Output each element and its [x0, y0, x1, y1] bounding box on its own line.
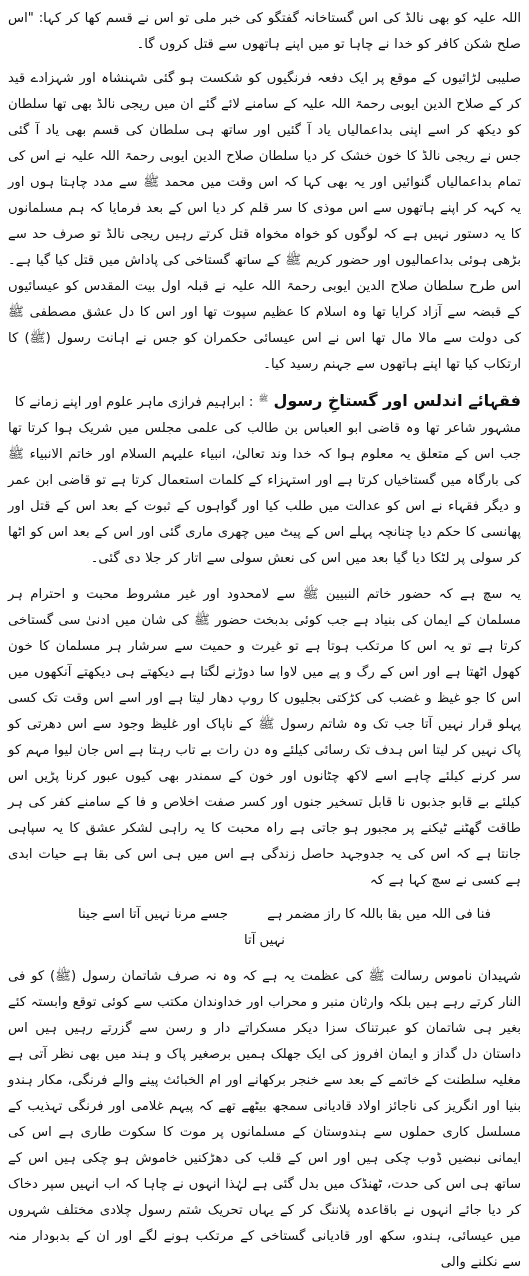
section-heading: فقہائے اندلس اور گستاخِ رسول: [273, 391, 521, 410]
section-intro: : ابراہیم فرازی ماہر علوم اور اپنے زمانے کا: [14, 395, 254, 410]
verse-second-half: جسے مرنا نہیں آتا اسے جینا: [78, 907, 228, 922]
paragraph-andalus: مشہور شاعر تھا وہ قاضی ابو العباس بن طالب کی علمی مجلس میں شریک ہوا کرتا تھا جب اس کے متعلق یہ معلوم ہوا کہ خدا وند تعالیٰ، انبیاء علیہم السلام اور خاتم الانبیاء ﷺ کی بارگاہ میں گستاخیاں کرتا ہے اور استہزاء کے کلمات استعمال کرتا ہے تو قاضی ابن عمر و دیگر فقہاء نے اس کو عدالت میں طلب کیا اور گواہوں کے ثبوت کے بعد اس کے قتل اور پھانسی کا حکم دیا چنانچہ پہلے اس کے پیٹ میں چھری ماری گئی اور اس کے بعد اس کو اٹھا کر سولی پر لٹکا دیا گیا بعد میں اس کی نعش سولی سے اتار کر جلا دی گئی۔: [8, 421, 521, 566]
honorific-mark: ﷺ: [258, 393, 269, 403]
paragraph-love-of-prophet: یہ سچ ہے کہ حضور خاتم النبیین ﷺ سے لامحدود اور غیر مشروط محبت و احترام ہر مسلمان کے ایمان کی بنیاد ہے جب کوئی بدبخت حضور ﷺ کی شان میں ادنیٰ سی گستاخی کرتا ہے تو یہ اس کا مرتکب ہوتا ہے تو غیرت و حمیت سے سرشار ہر مسلمان کا خون کھول اٹھتا ہے اور اس کے رگ و پے میں لاوا سا دوڑنے لگتا ہے دیکھتے ہی دیکھتے آنکھوں میں اس کا جو غیظ و غضب کی کڑکتی بجلیوں کا روپ دھار لیتا ہے اور اسے اس وقت تک کسی پہلو قرار نہیں آتا جب تک وہ شاتم رسول ﷺ کے ناپاک اور غلیظ وجود سے اس دھرتی کو پاک نہیں کر لیتا اس ہدف تک رسائی کیلئے وہ دن رات بے تاب رہتا ہے اس جان لیوا مہم کو سر کرنے کیلئے چاہے اسے لاکھ چٹانوں اور خون کے سمندر بھی کیوں عبور کرنا پڑیں اس کیلئے بے قابو جذبوں نا قابل تسخیر جنوں اور کسر صفت اخلاص و فا کے سامنے کفر کی ہر طاقت گھٹنے ٹیکنے پر مجبور ہو جاتی ہے راہ محبت کا یہ راہی لشکر عشق کا یہ سپاہی جانتا ہے کہ اس کی یہ جدوجہد حاصل زندگی ہے اس میں ہی اس کی بقا ہے حیات ابدی ہے کسی نے سچ کہا ہے کہ: [8, 587, 521, 888]
section-heading-line: [8, 388, 521, 416]
paragraph-opening: اللہ علیہ کو بھی نالڈ کی اس گستاخانہ گفتگو کی خبر ملی تو اس نے قسم کھا کر کہا: "اس صلح شکن کافر کو خدا نے چاہا تو میں اپنے ہاتھوں سے قتل کروں گا۔: [8, 11, 521, 52]
verse-first-half: فنا فی اللہ میں بقا باللہ کا راز مضمر ہے: [267, 907, 491, 922]
verse-continuation: نہیں آتا: [244, 933, 285, 948]
verse-line: [8, 902, 521, 928]
paragraph-salahuddin: صلیبی لڑائیوں کے موقع پر ایک دفعہ فرنگیوں کو شکست ہو گئی شہنشاہ اور شہزادے قید کر کے صلاح الدین ایوبی رحمۃ اللہ علیہ کے سامنے لائے گئے ان میں ریجی نالڈ بھی تھا سلطان کو دیکھ کر اسے اپنی بداعمالیاں یاد آ گئیں اور ساتھ ہی سلطان کی قسم بھی یاد آ گئی جس نے ریجی نالڈ کا خون خشک کر دیا سلطان صلاح الدین ایوبی رحمۃ اللہ علیہ نے اس کی تمام بداعمالیاں گنوائیں اور یہ بھی کہا کہ اس وقت میں محمد ﷺ سے مدد چاہتا ہوں اور یہ کہہ کر اپنے ہاتھوں سے اس موذی کا سر قلم کر دیا اس کے بعد فرمایا کہ ہم مسلمانوں کا یہ دستور نہیں ہے کہ لوگوں کو خواہ مخواہ قتل کرتے رہیں ریجی نالڈ تو صرف حد سے بڑھی ہوئی بداعمالیوں اور حضور کریم ﷺ کے ساتھ گستاخی کی پاداش میں قتل کیا گیا ہے۔ اس طرح سلطان صلاح الدین ایوبی رحمۃ اللہ علیہ نے قبلہ اول بیت المقدس کو عیسائیوں کے قبضہ سے آزاد کرایا تھا وہ اسلام کا عظیم سپوت تھا اور اس کا دل عشق مصطفی ﷺ کی دولت سے مالا مال تھا اس نے اس عیسائی حکمران کو جس نے اہانت رسول (ﷺ) کا ارتکاب کیا تھا اپنے ہاتھوں سے جہنم رسید کیا۔: [8, 71, 521, 372]
paragraph-martyrs: شہیدان ناموس رسالت ﷺ کی عظمت یہ ہے کہ وہ نہ صرف شاتمان رسول (ﷺ) کو فی النار کرتے رہے ہیں بلکہ وارثان منبر و محراب اور خداوندان مکتب سے کوئی توقع وابستہ کئے بغیر ہی شاتمان کو عبرتناک سزا دیکر مسکراتے دار و رسن سے گزرتے رہیں ہیں اس داستان دل گداز و ایمان افروز کی ایک جھلک ہمیں برصغیر پاک و ہند میں بھی نظر آتی ہے مغلیہ سلطنت کے خاتمے کے بعد سے خنجر برکھانے اور ام الخبائث پینے والے فرنگی، مکار ہندو بنیا اور انگریز کی ناجائز اولاد قادیانی سمجھ بیٹھے تھے کہ پیہم غلامی اور فرنگی تہذیب کے مسلسل کاری حملوں سے ہندوستان کے مسلمانوں پر موت کا سکوت طاری ہے اس کی ایمانی نبضیں ڈوب چکی ہیں اور اس کے قلب کی دھڑکنیں خاموش ہو چکی ہیں اس کے ساتھ ہی اس کی حدت، ٹھنڈک میں بدل گئی ہے لہٰذا انہوں نے چاہا کہ اب انہیں سپر دخاک کر دیا جائے انہوں نے باقاعدہ پلاننگ کر کے یہاں تحریک شتم رسول چلادی مختلف شہروں میں عیسائی، ہندو، سکھ اور قادیانی گستاخی کے مرتکب ہونے لگے اور ان کے بدبودار منہ سے نکلنے والی: [8, 969, 521, 1270]
